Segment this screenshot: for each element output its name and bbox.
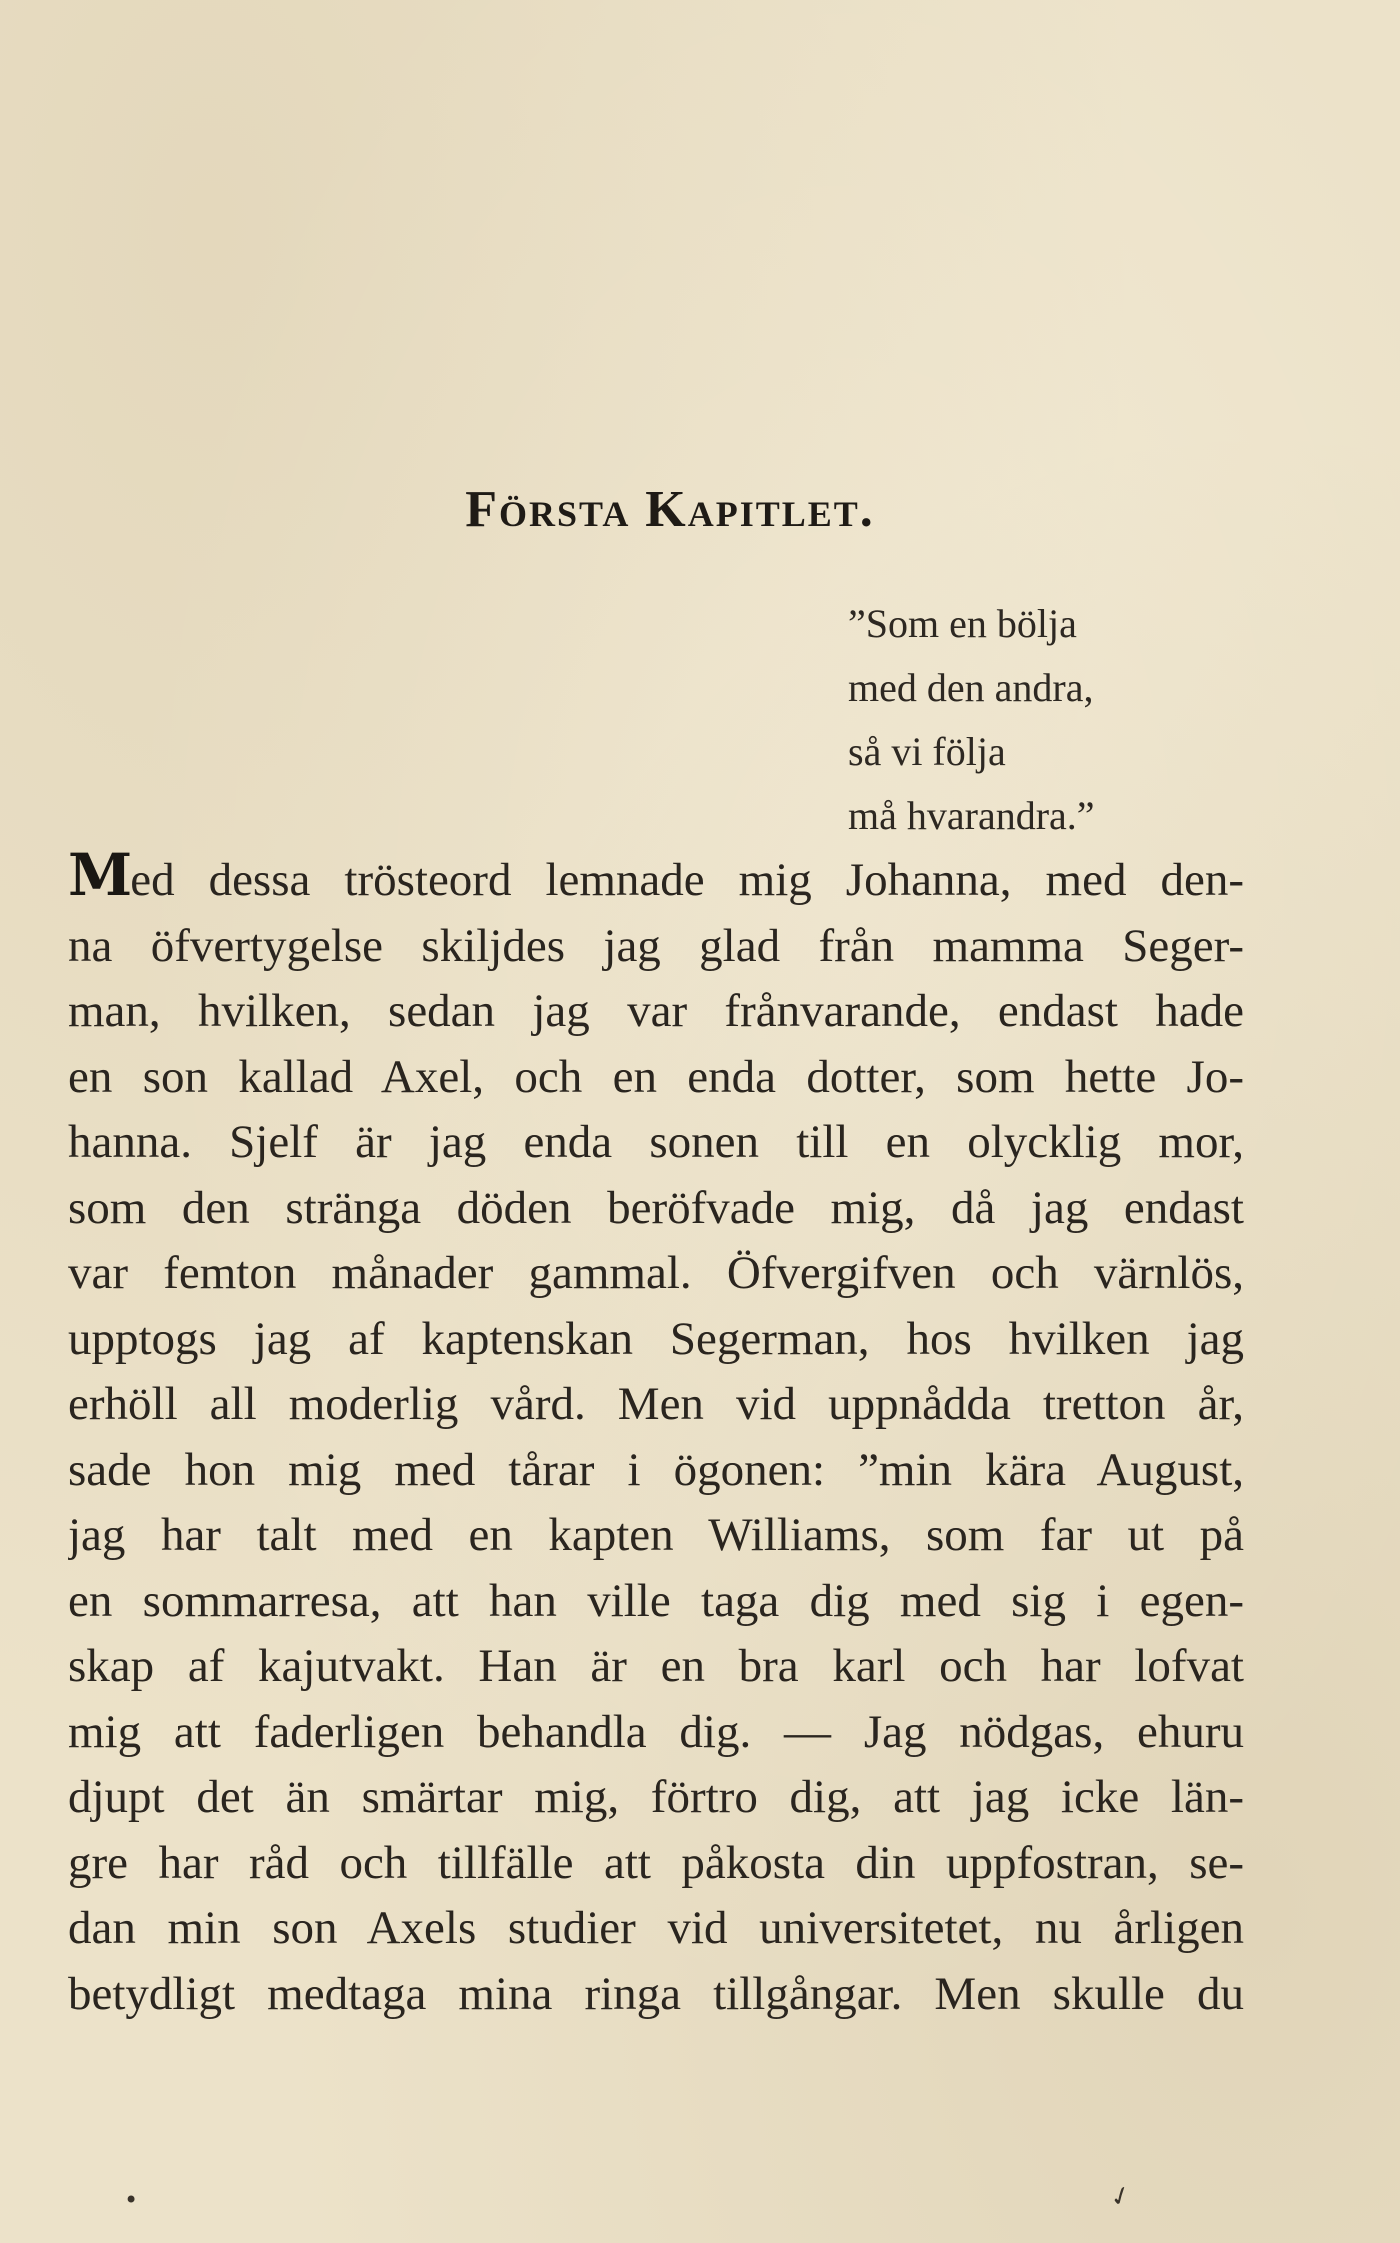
body-line: gre har råd och tillfälle att påkosta din uppfostran, se-	[68, 1836, 1244, 1889]
chapter-heading: Första Kapitlet.	[465, 481, 875, 538]
body-line: djupt det än smärtar mig, förtro dig, att jag icke län-	[68, 1771, 1244, 1823]
body-line: var femton månader gammal. Öfvergifven och värnlös,	[68, 1247, 1244, 1299]
epigraph-line: ”Som en bölja	[848, 601, 1077, 646]
pencil-tick-mark: ✓	[1105, 2179, 1137, 2215]
body-line: man, hvilken, sedan jag var frånvarande, endast hade	[68, 985, 1244, 1037]
body-line	[68, 848, 1244, 914]
body-line: hanna. Sjelf är jag enda sonen till en olycklig mor,	[68, 1116, 1244, 1168]
body-line: skap af kajutvakt. Han är en bra karl och har lofvat	[68, 1640, 1244, 1692]
body-line: mig att faderligen behandla dig. — Jag nödgas, ehuru	[68, 1705, 1244, 1758]
body-paragraph	[68, 848, 1244, 2027]
epigraph-line: så vi följa	[848, 729, 1006, 774]
body-line: en son kallad Axel, och en enda dotter, som hette Jo-	[68, 1050, 1244, 1103]
body-line: jag har talt med en kapten Williams, som far ut på	[68, 1509, 1244, 1561]
body-line: sade hon mig med tårar i ögonen: ”min kära August,	[68, 1443, 1244, 1496]
body-line: som den stränga döden beröfvade mig, då jag endast	[68, 1181, 1244, 1234]
body-line: upptogs jag af kaptenskan Segerman, hos hvilken jag	[68, 1312, 1244, 1365]
drop-cap: M	[68, 848, 131, 909]
body-line: na öfvertygelse skiljdes jag glad från mamma Seger-	[68, 919, 1244, 972]
epigraph-line: må hvarandra.”	[848, 793, 1095, 838]
first-line-text: ed dessa trösteord lemnade mig Johanna, med den-	[130, 854, 1244, 906]
ink-dot-mark: •	[124, 2186, 139, 2214]
body-line: erhöll all moderlig vård. Men vid uppnådda tretton år,	[68, 1378, 1244, 1430]
epigraph-line: med den andra,	[848, 665, 1094, 710]
epigraph	[848, 592, 1095, 848]
body-line: betydligt medtaga mina ringa tillgångar. Men skulle du	[68, 1967, 1244, 2020]
body-line: dan min son Axels studier vid universitetet, nu årligen	[68, 1902, 1244, 1954]
body-line: en sommarresa, att han ville taga dig med sig i egen-	[68, 1574, 1244, 1627]
